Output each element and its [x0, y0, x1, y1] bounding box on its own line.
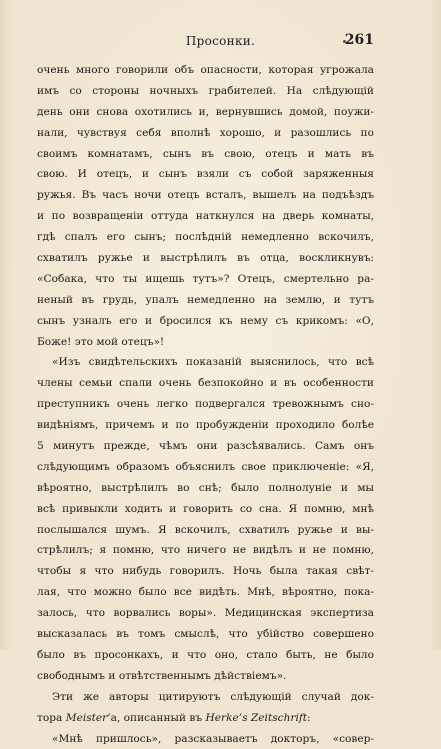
- body-text: [37, 60, 374, 749]
- text-line: вѣроятно, выстрѣлилъ во снѣ; было полнолуніе и мы: [37, 478, 374, 499]
- text-run: :: [307, 712, 311, 724]
- text-line: «Изъ свидѣтельскихъ показаній выяснилось, что всѣ: [37, 352, 374, 373]
- text-line: свою. И отецъ, и сынъ взяли съ собой заряженныя: [37, 164, 374, 185]
- author-name-italic: Meister: [66, 712, 108, 724]
- page-header: [0, 32, 441, 52]
- running-title: Просонки.: [0, 34, 441, 48]
- text-line: имъ со стороны ночныхъ грабителей. На слѣдующій: [37, 81, 374, 102]
- text-line: было въ просонкахъ, и что оно, стало быть, не было: [37, 645, 374, 666]
- text-line: послышался шумъ. Я вскочилъ, схватилъ ружье и вы-: [37, 520, 374, 541]
- text-line: всѣ привыкли ходить и говорить со сна. Я помню, мнѣ: [37, 499, 374, 520]
- text-line: сынъ узналъ его и бросился къ нему съ крикомъ: «О,: [37, 311, 374, 332]
- text-line: чтобы я что нибудь говорилъ. Ночь была такая свѣт-: [37, 561, 374, 582]
- text-run: тора: [37, 712, 66, 724]
- text-line: очень много говорили объ опасности, которая угрожала: [37, 60, 374, 81]
- text-line: видѣніямъ, причемъ и по пробужденіи проходило болѣе: [37, 415, 374, 436]
- text-line: ружья. Въ часъ ночи отецъ всталъ, вышелъ на подъѣздъ: [37, 185, 374, 206]
- text-run: ’а, описанный въ: [107, 712, 205, 724]
- text-line: своимъ комнатамъ, сынъ въ свою, отецъ и мать въ: [37, 144, 374, 165]
- journal-title-italic: Herke’s Zeitschrift: [206, 712, 308, 724]
- text-line: гдѣ спалъ его сынъ; послѣдній немедленно вскочилъ,: [37, 227, 374, 248]
- text-line: неный въ грудь, упалъ немедленно на землю, и тутъ: [37, 290, 374, 311]
- text-line: 5 минутъ прежде, чѣмъ они разсѣявались. Самъ онъ: [37, 436, 374, 457]
- text-line: стрѣлилъ; я помню, что ничего не видѣлъ и не помню,: [37, 540, 374, 561]
- text-line: члены семьи спали очень безпокойно и въ особенности: [37, 373, 374, 394]
- text-line: свободнымъ и отвѣтственнымъ дѣйствіемъ».: [37, 666, 374, 687]
- page-number: 261: [345, 32, 374, 48]
- text-line: и по возвращеніи оттуда наткнулся на дверь комнаты,: [37, 206, 374, 227]
- text-line: день они снова охотились и, вернувшись домой, поужи-: [37, 102, 374, 123]
- text-line: схватилъ ружье и выстрѣлилъ въ отца, воскликнувъ:: [37, 248, 374, 269]
- text-line: «Мнѣ пришлось», разсказываетъ докторъ, «совер-: [37, 729, 374, 749]
- text-line: преступникъ очень легко подвергался тревожнымъ сно-: [37, 394, 374, 415]
- text-line: слѣдующимъ образомъ объяснилъ свое приключеніе: «Я,: [37, 457, 374, 478]
- text-line: Эти же авторы цитируютъ слѣдующій случай док-: [37, 687, 374, 708]
- text-line: нали, чувствуя себя вполнѣ хорошо, и разошлись по: [37, 123, 374, 144]
- text-line: залось, что ворвались воры». Медицинская экспертиза: [37, 603, 374, 624]
- text-line: лая, что можно было все видѣть. Мнѣ, вѣроятно, пока-: [37, 582, 374, 603]
- text-line-with-citation: [37, 708, 374, 729]
- text-line: «Собака, что ты ищешь тутъ»? Отецъ, смертельно ра-: [37, 269, 374, 290]
- text-line: высказалась въ томъ смыслѣ, что убійство совершено: [37, 624, 374, 645]
- text-line: Боже! это мой отецъ»!: [37, 332, 374, 353]
